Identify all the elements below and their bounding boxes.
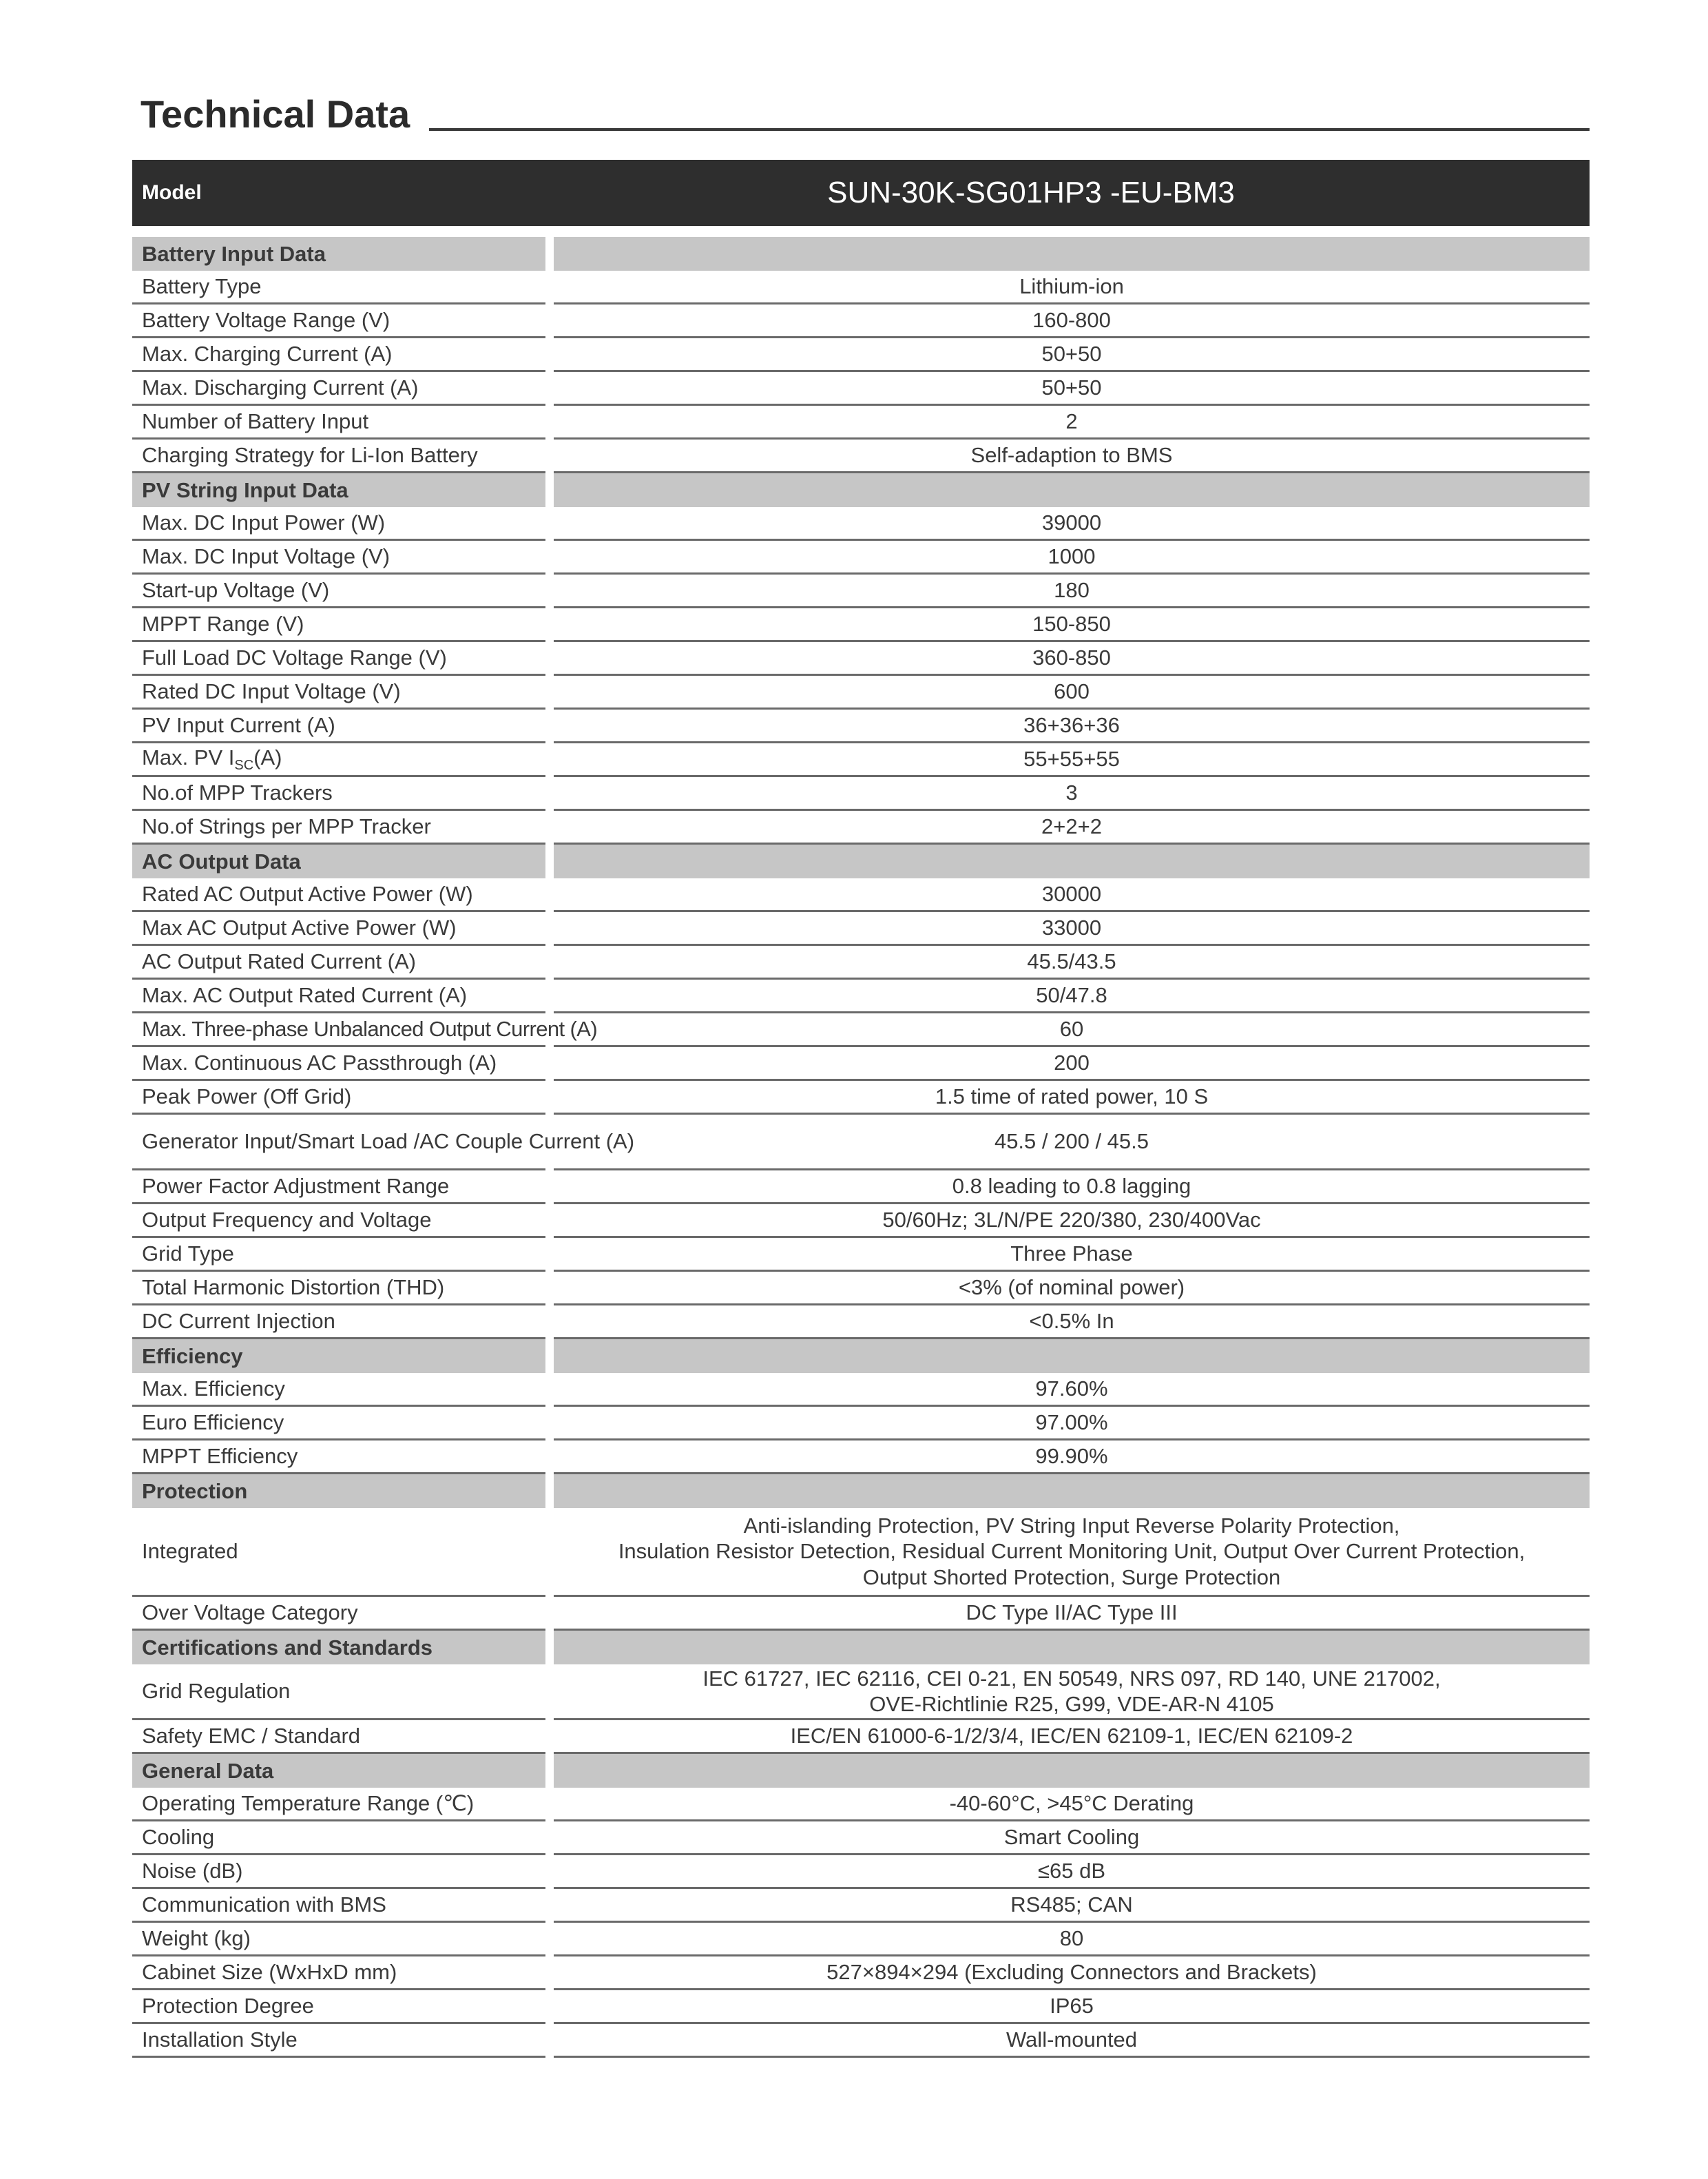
row-value: Smart Cooling [554,1821,1590,1855]
table-row [132,2024,1590,2058]
table-row [132,1508,1590,1597]
row-label: Max. AC Output Rated Current (A) [132,980,545,1013]
row-label: MPPT Range (V) [132,608,545,642]
row-label: No.of Strings per MPP Tracker [132,811,545,845]
table-row [132,676,1590,710]
table-row [132,271,1590,304]
section-title: AC Output Data [132,845,545,878]
table-row [132,1081,1590,1115]
table-row [132,304,1590,338]
row-value: 600 [554,676,1590,710]
table-row [132,743,1590,777]
row-label-subscript: SC [234,758,254,774]
table-row [132,575,1590,608]
model-value: SUN-30K-SG01HP3 -EU-BM3 [827,176,1235,209]
row-label: Output Frequency and Voltage [132,1204,545,1238]
table-row [132,811,1590,845]
row-value: 527×894×294 (Excluding Connectors and Brackets) [554,1956,1590,1990]
table-row [132,1889,1590,1923]
row-value: Anti-islanding Protection, PV String Input Reverse Polarity Protection, Insulation Resistor Detection, Residual Current Monitoring Unit, Output Over Current Protection, Output Shorted Protection, Surge Protection [554,1508,1590,1597]
row-label: No.of MPP Trackers [132,777,545,811]
table-row [132,1170,1590,1204]
table-row [132,878,1590,912]
table-row [132,541,1590,575]
table-row [132,1272,1590,1305]
section-title: Protection [132,1474,545,1508]
table-row [132,1855,1590,1889]
row-value: Wall-mounted [554,2024,1590,2058]
section-title: Certifications and Standards [132,1631,545,1664]
row-value: 1.5 time of rated power, 10 S [554,1081,1590,1115]
row-label: Weight (kg) [132,1923,545,1956]
row-value: 360-850 [554,642,1590,676]
table-row [132,1788,1590,1821]
table-row [132,1990,1590,2024]
section-header-efficiency [132,1339,1590,1373]
table-row [132,710,1590,743]
row-value: 39000 [554,507,1590,541]
table-row [132,1115,1590,1170]
row-value: 80 [554,1923,1590,1956]
row-value: 2 [554,406,1590,440]
row-label: Max. DC Input Power (W) [132,507,545,541]
row-value: IEC/EN 61000-6-1/2/3/4, IEC/EN 62109-1, IEC/EN 62109-2 [554,1720,1590,1754]
row-value: 45.5 / 200 / 45.5 [554,1115,1590,1170]
table-row [132,406,1590,440]
row-label: Rated AC Output Active Power (W) [132,878,545,912]
spec-table [132,237,1590,2058]
row-value: 97.00% [554,1407,1590,1440]
row-value: DC Type II/AC Type III [554,1597,1590,1631]
row-value: Three Phase [554,1238,1590,1272]
section-header-battery [132,237,1590,271]
row-label: Safety EMC / Standard [132,1720,545,1754]
model-label: Model [142,181,202,204]
row-value: 99.90% [554,1440,1590,1474]
row-value: 33000 [554,912,1590,946]
table-row [132,1923,1590,1956]
table-row [132,1407,1590,1440]
section-header-pv [132,473,1590,507]
table-row [132,608,1590,642]
section-title: General Data [132,1754,545,1788]
table-row [132,777,1590,811]
row-value: 180 [554,575,1590,608]
table-row [132,912,1590,946]
row-label: Max. DC Input Voltage (V) [132,541,545,575]
row-label: Grid Type [132,1238,545,1272]
table-row [132,372,1590,406]
row-value: 160-800 [554,304,1590,338]
table-row [132,1664,1590,1720]
row-value: IP65 [554,1990,1590,2024]
section-header-certifications [132,1631,1590,1664]
row-label: Cooling [132,1821,545,1855]
row-label: Installation Style [132,2024,545,2058]
row-value: RS485; CAN [554,1889,1590,1923]
row-label: Rated DC Input Voltage (V) [132,676,545,710]
row-label: Max. Efficiency [132,1373,545,1407]
row-label: Max. Discharging Current (A) [132,372,545,406]
row-label: Max. Three-phase Unbalanced Output Current (A) [132,1013,545,1047]
row-value: <0.5% In [554,1305,1590,1339]
row-label-prefix: Max. PV I [142,745,235,770]
row-label: Over Voltage Category [132,1597,545,1631]
row-value: <3% (of nominal power) [554,1272,1590,1305]
section-header-ac [132,845,1590,878]
row-label: PV Input Current (A) [132,710,545,743]
row-label: Euro Efficiency [132,1407,545,1440]
row-label: Noise (dB) [132,1855,545,1889]
row-value: 55+55+55 [554,743,1590,777]
row-label-suffix: (A) [253,745,282,770]
row-label: Total Harmonic Distortion (THD) [132,1272,545,1305]
section-title: PV String Input Data [132,473,545,507]
row-value: 2+2+2 [554,811,1590,845]
row-label: Battery Type [132,271,545,304]
row-value: 50+50 [554,372,1590,406]
table-row [132,440,1590,473]
row-value: 60 [554,1013,1590,1047]
row-label: Charging Strategy for Li-Ion Battery [132,440,545,473]
table-row [132,1440,1590,1474]
table-row [132,1047,1590,1081]
row-label: Max. Continuous AC Passthrough (A) [132,1047,545,1081]
row-value: 45.5/43.5 [554,946,1590,980]
row-value: 3 [554,777,1590,811]
row-value: 0.8 leading to 0.8 lagging [554,1170,1590,1204]
section-header-general [132,1754,1590,1788]
row-label: Number of Battery Input [132,406,545,440]
table-row [132,642,1590,676]
row-label: Cabinet Size (WxHxD mm) [132,1956,545,1990]
row-label: Max. Charging Current (A) [132,338,545,372]
row-label: Peak Power (Off Grid) [132,1081,545,1115]
row-value: 150-850 [554,608,1590,642]
page-title: Technical Data [140,92,410,136]
section-header-protection [132,1474,1590,1508]
page-header [140,83,1590,138]
row-label [132,743,545,777]
row-label: Generator Input/Smart Load /AC Couple Current (A) [132,1115,545,1170]
row-value: 36+36+36 [554,710,1590,743]
row-label: Full Load DC Voltage Range (V) [132,642,545,676]
row-label: Max AC Output Active Power (W) [132,912,545,946]
row-value: -40-60°C, >45°C Derating [554,1788,1590,1821]
row-value: 97.60% [554,1373,1590,1407]
row-value: Lithium-ion [554,271,1590,304]
table-row [132,1373,1590,1407]
row-label: Communication with BMS [132,1889,545,1923]
table-row [132,338,1590,372]
table-row [132,1204,1590,1238]
row-label: Start-up Voltage (V) [132,575,545,608]
table-row [132,507,1590,541]
row-value: 50+50 [554,338,1590,372]
row-label: Protection Degree [132,1990,545,2024]
table-row [132,1305,1590,1339]
table-row [132,1238,1590,1272]
row-value: IEC 61727, IEC 62116, CEI 0-21, EN 50549, NRS 097, RD 140, UNE 217002, OVE-Richtlinie R25, G99, VDE-AR-N 4105 [554,1664,1590,1720]
table-row [132,1821,1590,1855]
row-label: Power Factor Adjustment Range [132,1170,545,1204]
row-value: 30000 [554,878,1590,912]
table-row [132,1597,1590,1631]
row-label: Operating Temperature Range (℃) [132,1788,545,1821]
row-value: 50/47.8 [554,980,1590,1013]
row-label: DC Current Injection [132,1305,545,1339]
row-label: AC Output Rated Current (A) [132,946,545,980]
row-label: Integrated [132,1508,545,1597]
model-header-bar [132,160,1590,226]
table-row [132,1720,1590,1754]
row-value: 1000 [554,541,1590,575]
table-row [132,980,1590,1013]
table-row [132,946,1590,980]
table-row [132,1956,1590,1990]
row-label: Battery Voltage Range (V) [132,304,545,338]
row-value: 200 [554,1047,1590,1081]
row-value: 50/60Hz; 3L/N/PE 220/380, 230/400Vac [554,1204,1590,1238]
title-divider [429,128,1590,131]
row-value: ≤65 dB [554,1855,1590,1889]
table-row [132,1013,1590,1047]
section-title: Battery Input Data [132,237,545,271]
row-label: Grid Regulation [132,1664,545,1720]
row-value: Self-adaption to BMS [554,440,1590,473]
row-label: MPPT Efficiency [132,1440,545,1474]
section-title: Efficiency [132,1339,545,1373]
